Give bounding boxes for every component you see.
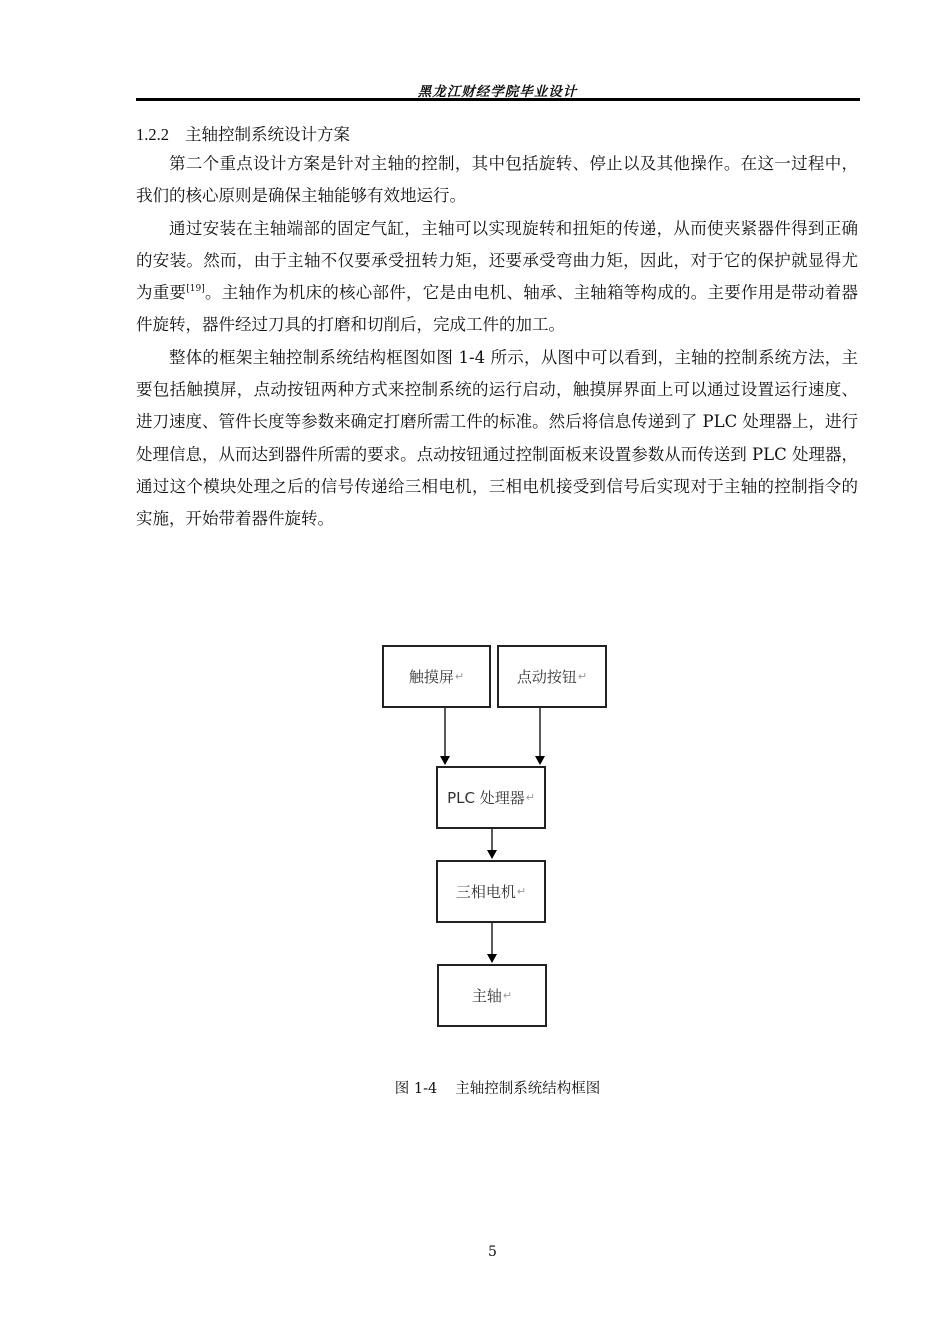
section-title: 主轴控制系统设计方案 xyxy=(185,125,350,144)
node-touchscreen-label: 触摸屏 xyxy=(408,668,454,686)
paragraph-mark-icon: ↵ xyxy=(516,885,527,898)
page-number: 5 xyxy=(488,1244,497,1260)
node-touchscreen xyxy=(382,645,491,708)
page-header-title: 黑龙江财经学院毕业设计 xyxy=(417,84,578,100)
paragraph-1: 第二个重点设计方案是针对主轴的控制，其中包括旋转、停止以及其他操作。在这一过程中，我们的核心原则是确保主轴能够有效地运行。 xyxy=(136,154,858,206)
node-spindle xyxy=(437,964,547,1027)
node-spindle-label: 主轴 xyxy=(471,987,502,1005)
figure-label: 图 1-4 xyxy=(394,1081,438,1097)
paragraph-2-text-b: 。主轴作为机床的核心部件，它是由电机、轴承、主轴箱等构成的。主要作用是带动着器件旋转，器件经过刀具的打磨和切削后，完成工件的加工。 xyxy=(136,283,859,335)
node-jog-button-label: 点动按钮 xyxy=(516,668,577,686)
paragraph-mark-icon: ↵ xyxy=(502,989,513,1002)
paragraph-mark-icon: ↵ xyxy=(577,670,588,683)
node-three-phase-motor xyxy=(436,860,546,923)
paragraph-2-text-a: 通过安装在主轴端部的固定气缸，主轴可以实现旋转和扭矩的传递，从而使夹紧器件得到正确的安装。然而，由于主轴不仅要承受扭转力矩，还要承受弯曲力矩，因此，对于它的保护就显得尤为重要 xyxy=(136,218,858,303)
figure-caption-text: 主轴控制系统结构框图 xyxy=(455,1081,601,1097)
node-motor-label: 三相电机 xyxy=(455,883,516,901)
section-number: 1.2.2 xyxy=(136,125,169,144)
paragraph-3: 整体的框架主轴控制系统结构框图如图 1-4 所示，从图中可以看到，主轴的控制系统方法，主要包括触摸屏，点动按钮两种方式来控制系统的运行启动，触摸屏界面上可以通过设置运行速度、进刀速度、管件长度等参数来确定打磨所需工件的标准。然后将信息传递到了 PLC 处理器上，进行处理信息，从而达到器件所需的要求。点动按钮通过控制面板来设置参数从而传送到 PLC 处理器，通过这个模块处理之后的信号传递给三相电机，三相电机接受到信号后实现对于主轴的控制指令的实施，开始带着器件旋转。 xyxy=(136,347,858,529)
node-plc-label: PLC 处理器 xyxy=(447,789,525,807)
node-plc xyxy=(436,766,546,829)
paragraph-mark-icon: ↵ xyxy=(454,670,465,683)
paragraph-mark-icon: ↵ xyxy=(525,791,535,804)
node-jog-button xyxy=(497,645,607,708)
figure-caption xyxy=(0,1077,950,1098)
citation-ref: [19] xyxy=(186,284,205,295)
